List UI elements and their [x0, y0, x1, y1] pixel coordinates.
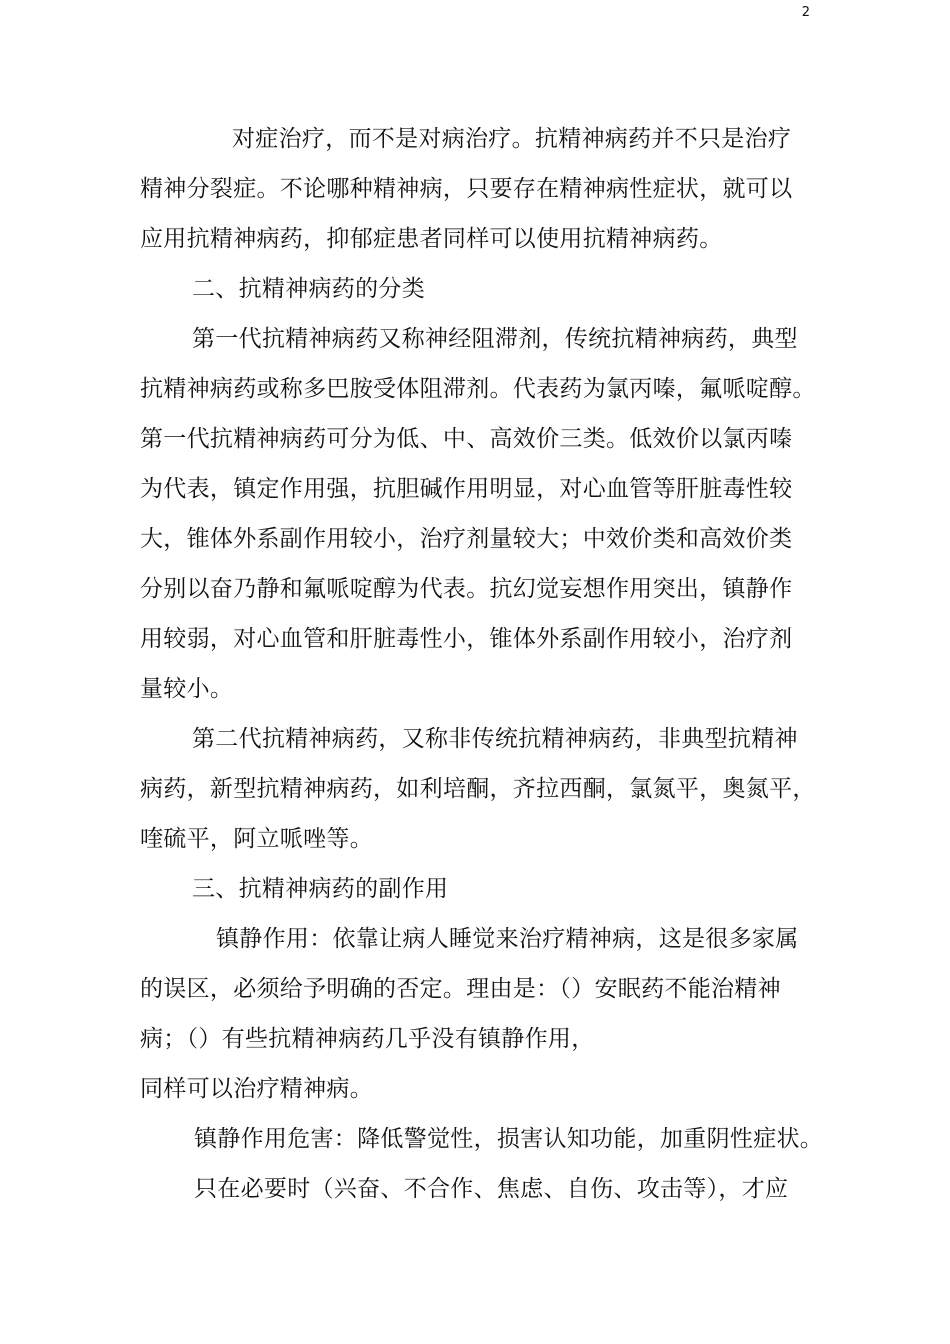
text-line: 同样可以治疗精神病。 — [140, 1076, 373, 1102]
text-line: 量较小。 — [140, 676, 234, 702]
text-line: 为代表，镇定作用强，抗胆碱作用明显，对心血管等肝脏毒性较 — [140, 476, 793, 502]
text-line: 抗精神病药或称多巴胺受体阻滞剂。代表药为氯丙嗪，氟哌啶醇。 — [140, 376, 816, 402]
text-line: 镇静作用：依靠让病人睡觉来治疗精神病，这是很多家属 — [216, 926, 799, 952]
document-body — [140, 114, 824, 1214]
page-number: 2 — [801, 5, 810, 20]
text-line: 第一代抗精神病药又称神经阻滞剂，传统抗精神病药，典型 — [192, 326, 798, 352]
text-line: 大，锥体外系副作用较小，治疗剂量较大；中效价类和高效价类 — [140, 526, 793, 552]
text-line: 只在必要时（兴奋、不合作、焦虑、自伤、攻击等），才应 — [194, 1176, 789, 1202]
text-line: 病药，新型抗精神病药，如利培酮，齐拉西酮，氯氮平，奥氮平， — [140, 776, 816, 802]
text-line: 应用抗精神病药，抑郁症患者同样可以使用抗精神病药。 — [140, 226, 723, 252]
text-line: 病；（）有些抗精神病药几乎没有镇静作用， — [140, 1026, 595, 1052]
text-line: 分别以奋乃静和氟哌啶醇为代表。抗幻觉妄想作用突出，镇静作 — [140, 576, 793, 602]
text-line: 对症治疗，而不是对病治疗。抗精神病药并不只是治疗 — [232, 126, 792, 152]
section-heading: 三、抗精神病药的副作用 — [192, 876, 449, 902]
section-heading: 二、抗精神病药的分类 — [192, 276, 425, 302]
text-line: 喹硫平，阿立哌唑等。 — [140, 826, 373, 852]
text-line: 的误区，必须给予明确的否定。理由是：（）安眠药不能治精神 — [140, 976, 781, 1002]
text-line: 精神分裂症。不论哪种精神病，只要存在精神病性症状，就可以 — [140, 176, 793, 202]
text-line: 用较弱，对心血管和肝脏毒性小，锥体外系副作用较小，治疗剂 — [140, 626, 793, 652]
text-line: 镇静作用危害：降低警觉性，损害认知功能，加重阴性症状。 — [194, 1126, 824, 1152]
text-line: 第一代抗精神病药可分为低、中、高效价三类。低效价以氯丙嗪 — [140, 426, 793, 452]
text-line: 第二代抗精神病药，又称非传统抗精神病药，非典型抗精神 — [192, 726, 798, 752]
